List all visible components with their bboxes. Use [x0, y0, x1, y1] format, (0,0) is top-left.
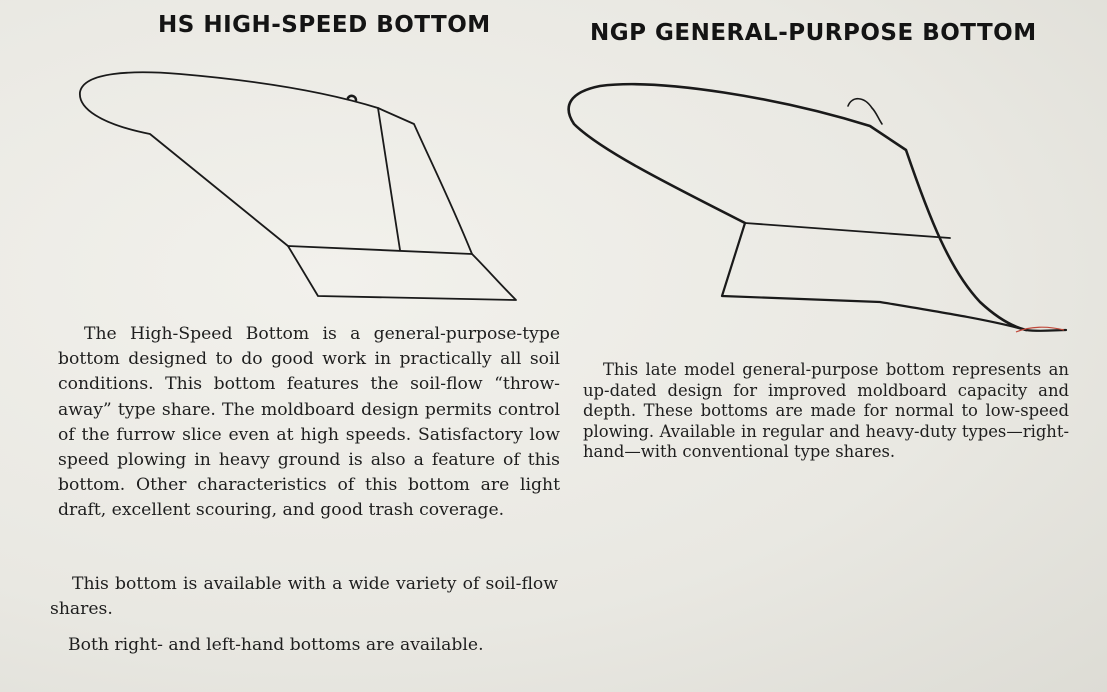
hs-moldboard-division	[378, 108, 400, 250]
hs-share-outline	[288, 246, 516, 300]
hs-description-paragraph: The High-Speed Bottom is a general-purpose-type bottom designed to do good work in practically all soil conditions. This bottom features the soil-flow “throw-away” type share. The moldboard design permits control of the furrow slice even at high speeds. Satisfactory low speed plowing in heavy ground is also a feature of this bottom. Other characteristics of this bottom are light draft, excellent scouring, and good trash coverage.	[58, 324, 560, 521]
ngp-share-outline	[722, 223, 1066, 331]
hs-moldboard-outline	[80, 72, 472, 254]
ngp-moldboard-outline	[569, 84, 1026, 330]
hs-bottom-heading: HS HIGH-SPEED BOTTOM	[158, 12, 491, 38]
hs-shares-paragraph: This bottom is available with a wide variety of soil-flow shares.	[50, 574, 558, 619]
ngp-moldboard-division	[745, 223, 950, 238]
ngp-bottom-illustration	[540, 40, 1100, 350]
ngp-description-paragraph: This late model general-purpose bottom represents an up-dated design for improved moldboard capacity and depth. These bottoms are made for normal to low-speed plowing. Available in regular and heavy-duty types—right-hand—with conventional type shares.	[583, 360, 1069, 461]
hs-handedness-paragraph: Both right- and left-hand bottoms are available.	[68, 635, 484, 655]
hs-bottom-illustration	[0, 0, 560, 320]
ngp-bottom-heading: NGP GENERAL-PURPOSE BOTTOM	[590, 20, 1037, 46]
